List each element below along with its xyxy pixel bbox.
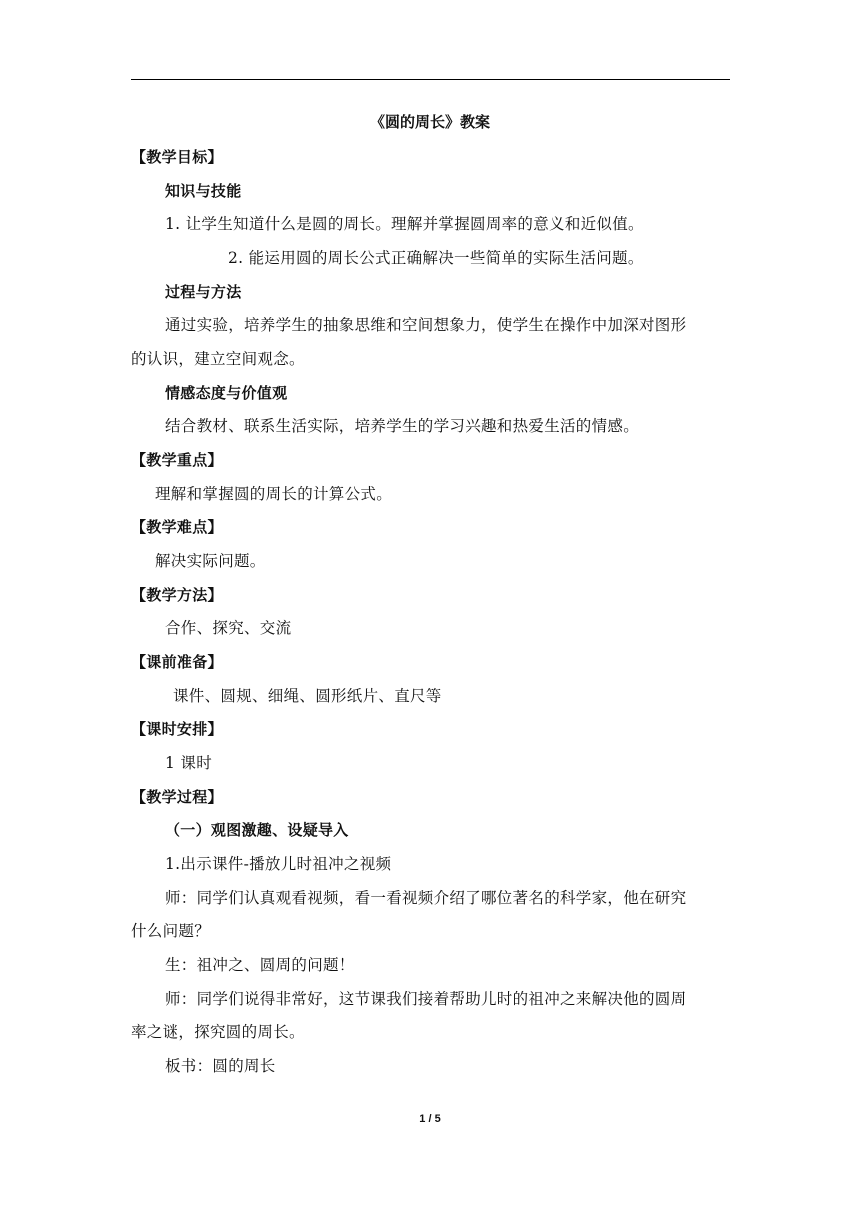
process-text-line-1: 通过实验，培养学生的抽象思维和空间想象力，使学生在操作中加深对图形 — [165, 316, 687, 334]
process-text-line-2: 的认识，建立空间观念。 — [131, 350, 305, 368]
teacher-line-1b: 什么问题？ — [131, 922, 211, 940]
heading-methods: 【教学方法】 — [131, 586, 223, 604]
knowledge-item-1: 1. 让学生知道什么是圆的周长。理解并掌握圆周率的意义和近似值。 — [165, 215, 644, 233]
student-line-1: 生：祖冲之、圆周的问题！ — [165, 956, 355, 974]
heading-key-points: 【教学重点】 — [131, 451, 223, 469]
preparation-text: 课件、圆规、细绳、圆形纸片、直尺等 — [173, 687, 442, 705]
key-points-text: 理解和掌握圆的周长的计算公式。 — [155, 485, 393, 503]
subheading-knowledge: 知识与技能 — [165, 182, 242, 200]
step-1-item: 1.出示课件-播放儿时祖冲之视频 — [165, 855, 392, 873]
page-number: 1 / 5 — [419, 1113, 441, 1125]
header-rule — [131, 79, 730, 80]
subheading-emotion: 情感态度与价值观 — [165, 384, 288, 402]
heading-difficulties: 【教学难点】 — [131, 518, 223, 536]
heading-teaching-process: 【教学过程】 — [131, 788, 223, 806]
difficulties-text: 解决实际问题。 — [155, 552, 266, 570]
heading-schedule: 【课时安排】 — [131, 720, 223, 738]
teacher-line-1a: 师：同学们认真观看视频，看一看视频介绍了哪位著名的科学家，他在研究 — [165, 889, 687, 907]
document-title: 《圆的周长》教案 — [369, 113, 490, 131]
heading-preparation: 【课前准备】 — [131, 653, 223, 671]
board-note: 板书：圆的周长 — [165, 1057, 276, 1075]
methods-text: 合作、探究、交流 — [165, 619, 292, 637]
schedule-text: 1 课时 — [165, 754, 212, 772]
teacher-line-2a: 师：同学们说得非常好，这节课我们接着帮助儿时的祖冲之来解决他的圆周 — [165, 990, 687, 1008]
knowledge-item-2: 2. 能运用圆的周长公式正确解决一些简单的实际生活问题。 — [228, 249, 644, 267]
subheading-process: 过程与方法 — [165, 283, 242, 301]
teacher-line-2b: 率之谜，探究圆的周长。 — [131, 1023, 305, 1041]
heading-teaching-goals: 【教学目标】 — [131, 148, 223, 166]
emotion-text: 结合教材、联系生活实际，培养学生的学习兴趣和热爱生活的情感。 — [165, 417, 640, 435]
step-1-heading: （一）观图激趣、设疑导入 — [165, 821, 349, 839]
